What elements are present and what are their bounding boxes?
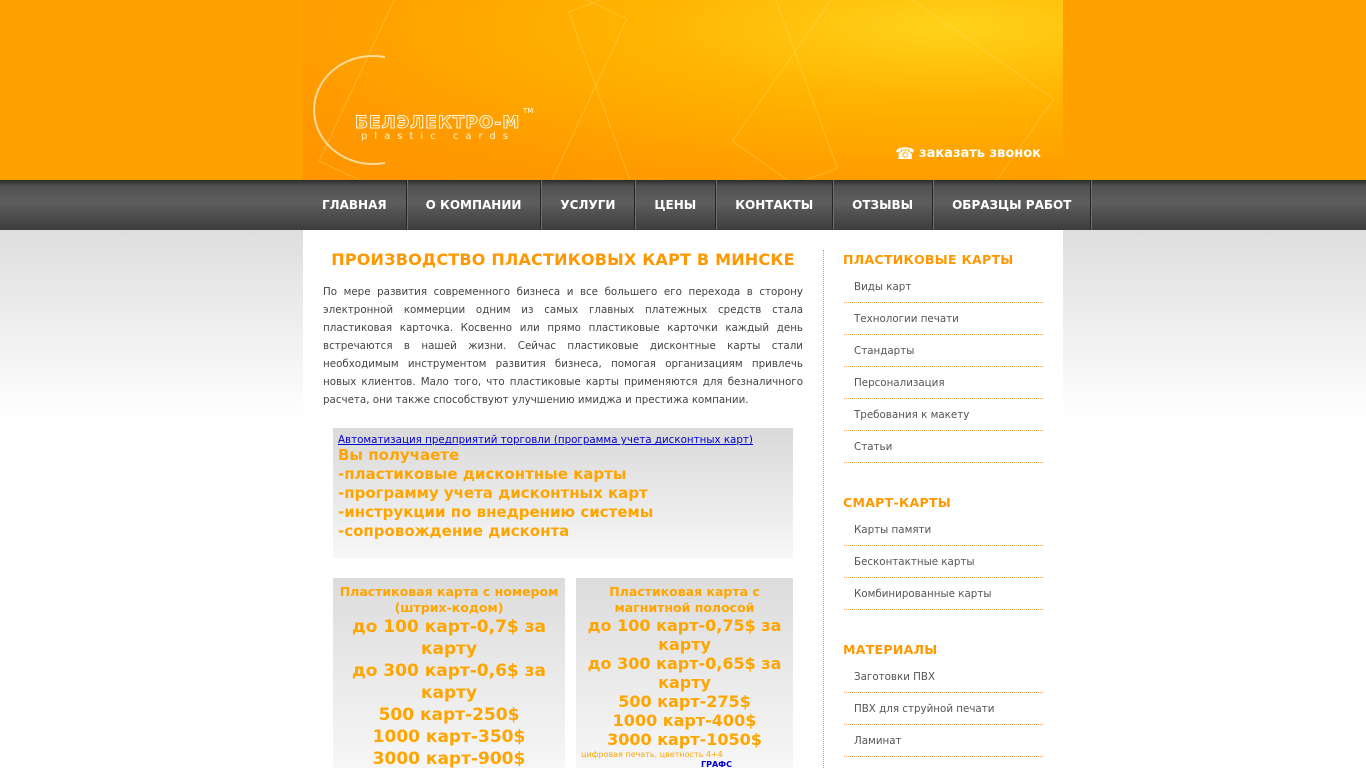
header-banner — [303, 0, 1063, 180]
sidebar-item-standards[interactable]: Стандарты — [844, 335, 1043, 367]
callback-label: заказать звонок — [919, 146, 1041, 161]
sidebar-list-materials — [844, 661, 1043, 757]
page-title: ПРОИЗВОДСТВО ПЛАСТИКОВЫХ КАРТ В МИНСКЕ — [331, 250, 795, 269]
price-note-link-row — [576, 760, 793, 768]
promo-line: -инструкции по внедрению системы — [338, 503, 654, 521]
promo-line: -сопровождение дисконта — [338, 522, 570, 540]
promo-line: -пластиковые дисконтные карты — [338, 465, 627, 483]
promo-box — [333, 428, 793, 558]
logo-text: БЕЛЭЛЕКТРО-М — [355, 113, 521, 133]
price-line: до 300 карт-0,65$ за карту — [587, 654, 782, 692]
sidebar-item-contactless-cards[interactable]: Бесконтактные карты — [844, 546, 1043, 578]
sidebar-item-memory-cards[interactable]: Карты памяти — [844, 514, 1043, 546]
price-line: 3000 карт-900$ — [372, 749, 526, 768]
price-line: до 100 карт-0,75$ за карту — [587, 616, 782, 654]
sidebar-heading-materials: МАТЕРИАЛЫ — [843, 642, 938, 657]
sidebar-list-plastic — [844, 271, 1043, 463]
price-line: 500 карт-250$ — [378, 705, 520, 725]
price-note-link[interactable]: ГРАФС — [701, 760, 732, 768]
nav-reviews[interactable]: ОТЗЫВЫ — [833, 180, 933, 230]
sidebar-list-smart — [844, 514, 1043, 610]
price-line: 500 карт-275$ — [618, 692, 751, 711]
nav-prices[interactable]: ЦЕНЫ — [635, 180, 716, 230]
nav-home[interactable]: ГЛАВНАЯ — [303, 180, 407, 230]
sidebar-item-combined-cards[interactable]: Комбинированные карты — [844, 578, 1043, 610]
sidebar-item-pvc-inkjet[interactable]: ПВХ для струйной печати — [844, 693, 1043, 725]
callback-button[interactable] — [895, 144, 1041, 163]
sidebar-item-articles[interactable]: Статьи — [844, 431, 1043, 463]
promo-line: Вы получаете — [338, 446, 460, 464]
nav-services[interactable]: УСЛУГИ — [541, 180, 635, 230]
price-line: до 300 карт-0,6$ за карту — [351, 661, 547, 703]
price-note: цифровая печать, цветность 4+4 — [581, 750, 723, 759]
main-column — [323, 230, 803, 768]
nav-contacts[interactable]: КОНТАКТЫ — [716, 180, 833, 230]
logo-subtitle: plastic cards — [361, 131, 515, 142]
price-line: 1000 карт-400$ — [612, 711, 757, 730]
price-card-title: Пластиковая карта с магнитной полосой — [609, 584, 760, 615]
promo-line: -программу учета дисконтных карт — [338, 484, 648, 502]
company-logo[interactable] — [313, 55, 543, 165]
sidebar-item-laminate[interactable]: Ламинат — [844, 725, 1043, 757]
promo-link[interactable]: Автоматизация предприятий торговли (программа учета дисконтных карт) — [338, 434, 753, 446]
content-area — [303, 230, 1063, 768]
sidebar-heading-smart: СМАРТ-КАРТЫ — [843, 495, 951, 510]
price-line: 3000 карт-1050$ — [607, 730, 762, 749]
sidebar-item-print-tech[interactable]: Технологии печати — [844, 303, 1043, 335]
sidebar-item-pvc-blanks[interactable]: Заготовки ПВХ — [844, 661, 1043, 693]
nav-about[interactable]: О КОМПАНИИ — [407, 180, 542, 230]
nav-samples[interactable]: ОБРАЗЦЫ РАБОТ — [933, 180, 1091, 230]
price-card-barcode — [333, 578, 565, 768]
sidebar-item-card-types[interactable]: Виды карт — [844, 271, 1043, 303]
sidebar-item-layout-requirements[interactable]: Требования к макету — [844, 399, 1043, 431]
phone-icon: ☎ — [895, 144, 916, 163]
sidebar-heading-plastic: ПЛАСТИКОВЫЕ КАРТЫ — [843, 252, 1014, 267]
main-nav — [303, 180, 1091, 230]
sidebar-item-personalization[interactable]: Персонализация — [844, 367, 1043, 399]
price-card-title: Пластиковая карта с номером (штрих-кодом) — [339, 584, 559, 615]
price-line: до 100 карт-0,7$ за карту — [351, 617, 547, 659]
price-card-magnetic — [576, 578, 793, 768]
price-line: 1000 карт-350$ — [372, 727, 526, 747]
sidebar — [823, 250, 1043, 768]
intro-text: По мере развития современного бизнеса и все большего его перехода в сторону электронной коммерции одним из самых главных платежных средств стала пластиковая карточка. Косвенно или прямо пластиковые карточки каждый день встречаются в нашей жизни. Сейчас пластиковые дисконтные карты стали необходимым инструментом развития бизнеса, помогая организациям привлечь новых клиентов. Мало того, что пластиковые карты применяются для безналичного расчета, они также способствуют улучшению имиджа и престижа компании. — [323, 286, 803, 406]
logo-trademark: TM — [523, 107, 534, 115]
